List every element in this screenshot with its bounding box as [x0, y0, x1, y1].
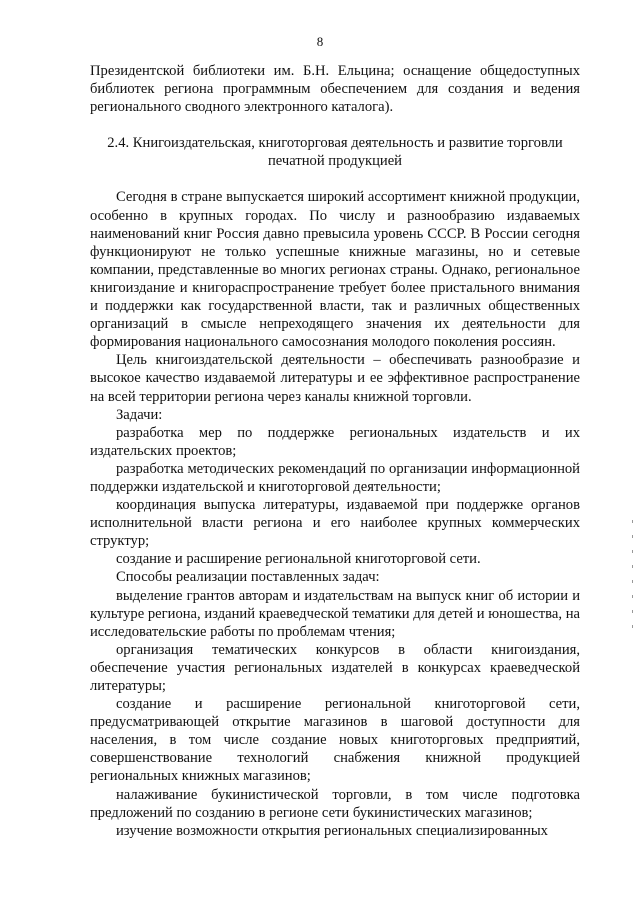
paragraph-tasks-label: Задачи: — [116, 406, 163, 423]
scan-mark — [632, 535, 633, 538]
scan-margin-marks — [632, 520, 634, 670]
page-number: 8 — [316, 34, 324, 49]
continuation-paragraph: Президентской библиотеки им. Б.Н. Ельцина; оснащение общедоступных библиотек региона программным обеспечением для создания и ведения регионального сводного электронного каталога). — [90, 63, 580, 116]
list-item: разработка методических рекомендаций по организации информационной поддержки издательской и книготорговой деятельности; — [90, 460, 580, 495]
list-item: организация тематических конкурсов в области книгоиздания, обеспечение участия региональных издателей в конкурсах краеведческой литературы; — [90, 641, 580, 694]
list-item: налаживание букинистической торговли, в том числе подготовка предложений по созданию в регионе сети букинистических магазинов; — [90, 786, 580, 821]
paragraph-intro: Сегодня в стране выпускается широкий ассортимент книжной продукции, особенно в крупных городах. По числу и разнообразию издаваемых наименований книг Россия давно превысила уровень СССР. В России сегодня функционируют не только успешные книжные магазины, но и сетевые компании, представленные во многих регионах страны. Однако, региональное книгоиздание и книгораспространение требует более пристального внимания и поддержки как государственной власти, так и различных общественных организаций в смысле непреходящего значения их деятельности для формирования национального самосознания молодого поколения россиян. — [90, 189, 580, 351]
scan-mark — [632, 580, 633, 583]
list-item: создание и расширение региональной книготорговой сети, предусматривающей открытие магазинов в шаговой доступности для населения, в том числе создание новых книготорговых предприятий, совершенствование технологий снабжения книжной продукцией региональных книжных магазинов; — [90, 696, 580, 785]
scan-mark — [632, 595, 633, 598]
scan-mark — [632, 625, 633, 628]
paragraph-methods-label: Способы реализации поставленных задач: — [116, 569, 380, 586]
list-item: координация выпуска литературы, издаваемой при поддержке органов исполнительной власти региона и его наиболее крупных коммерческих структур; — [90, 497, 580, 550]
list-item: выделение грантов авторам и издательствам на выпуск книг об истории и культуре региона, изданий краеведческой тематики для детей и юношества, на исследовательские работы по проблемам чтения; — [90, 587, 580, 640]
section-heading: 2.4. Книгоиздательская, книготорговая деятельность и развитие торговли печатной продукцией — [107, 135, 563, 170]
scan-mark — [632, 610, 633, 613]
list-item: изучение возможности открытия региональных специализированных — [116, 822, 548, 839]
document-body — [90, 62, 580, 840]
list-item: создание и расширение региональной книготорговой сети. — [116, 551, 481, 568]
scan-mark — [632, 550, 633, 553]
paragraph-goal: Цель книгоиздательской деятельности – обеспечивать разнообразие и высокое качество издаваемой литературы и ее эффективное распространение на всей территории региона через каналы книжной торговли. — [90, 352, 580, 405]
list-item: разработка мер по поддержке региональных издательств и их издательских проектов; — [90, 424, 580, 459]
scan-mark — [632, 565, 633, 568]
scan-mark — [632, 520, 633, 523]
